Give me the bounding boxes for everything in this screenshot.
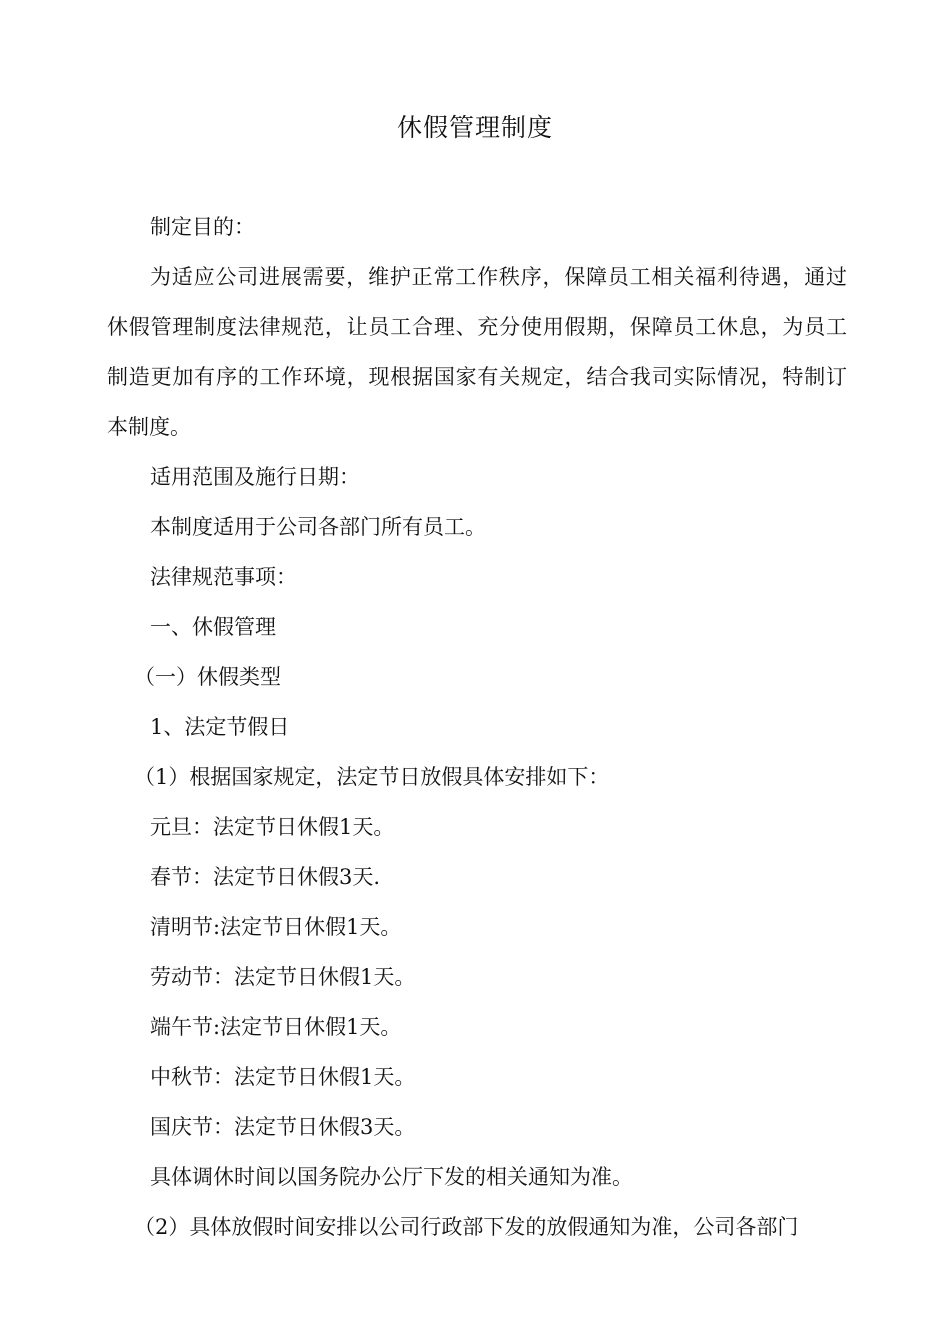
section-heading-purpose: 制定目的：: [150, 215, 255, 239]
holiday-item: 劳动节：法定节日休假1天。: [150, 965, 416, 989]
holiday-item: 清明节:法定节日休假1天。: [150, 915, 402, 939]
paragraph-line: 制造更加有序的工作环境，现根据国家有关规定，结合我司实际情况，特制订: [107, 365, 847, 389]
paragraph-line: 本制度适用于公司各部门所有员工。: [150, 515, 486, 539]
section-heading-level2: （一）休假类型: [134, 665, 281, 689]
paragraph-line: 休假管理制度法律规范，让员工合理、充分使用假期，保障员工休息，为员工: [107, 315, 847, 339]
document-title: 休假管理制度: [396, 113, 553, 142]
holiday-item: 端午节:法定节日休假1天。: [150, 1015, 402, 1039]
section-heading-level3: 1、法定节假日: [150, 715, 290, 739]
holiday-item: 中秋节：法定节日休假1天。: [150, 1065, 416, 1089]
paragraph-line: 本制度。: [107, 415, 191, 439]
paragraph-line: 为适应公司进展需要，维护正常工作秩序，保障员工相关福利待遇，通过: [150, 265, 847, 289]
section-heading-rules: 法律规范事项：: [150, 565, 297, 589]
paragraph-line: 具体调休时间以国务院办公厅下发的相关通知为准。: [150, 1165, 633, 1189]
holiday-item: 春节：法定节日休假3天.: [150, 865, 381, 889]
holiday-item: 国庆节：法定节日休假3天。: [150, 1115, 416, 1139]
section-heading-level1: 一、休假管理: [150, 615, 276, 639]
section-heading-scope: 适用范围及施行日期：: [150, 465, 360, 489]
list-item: （2）具体放假时间安排以公司行政部下发的放假通知为准，公司各部门: [134, 1215, 799, 1239]
holiday-item: 元旦：法定节日休假1天。: [150, 815, 395, 839]
list-item: （1）根据国家规定，法定节日放假具体安排如下：: [134, 765, 610, 789]
